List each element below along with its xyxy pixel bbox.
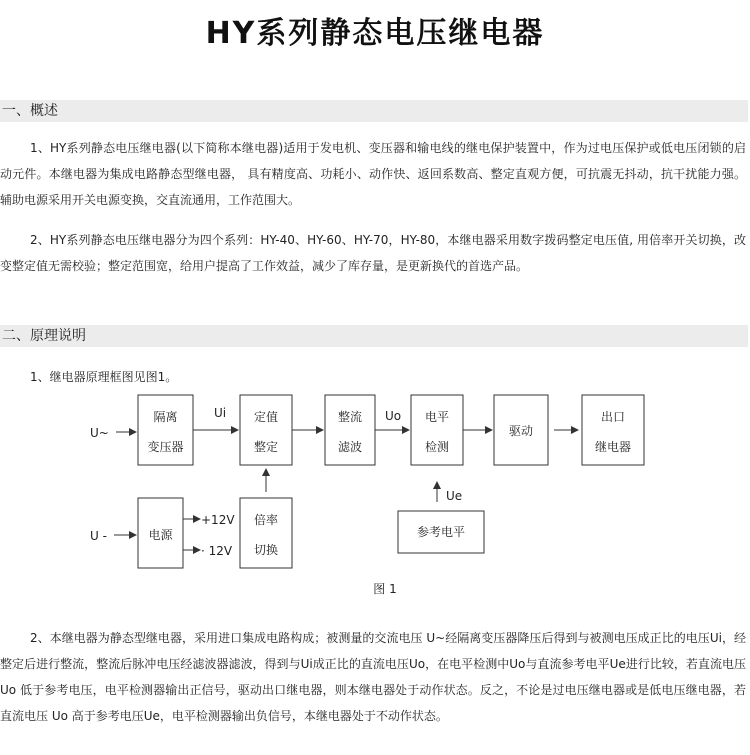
figure-caption: 图 1 xyxy=(373,582,397,596)
ratio-switch-block xyxy=(240,498,292,568)
rectify-filter-block xyxy=(325,395,375,465)
ui-label: Ui xyxy=(214,406,227,420)
section-heading-overview: 一、概述 xyxy=(0,100,748,122)
level-detect-block xyxy=(411,395,463,465)
reference-block-label: 参考电平 xyxy=(416,525,466,539)
rectify-block-line1: 整流 xyxy=(337,410,363,424)
isolation-block-line2: 变压器 xyxy=(147,440,184,454)
rectify-block-line2: 滤波 xyxy=(337,440,363,454)
overview-paragraph-2: 2、HY系列静态电压继电器分为四个系列：HY-40、HY-60、HY-70，HY-80，本继电器采用数字拨码整定电压值, 用倍率开关切换，改变整定值无需校验；整定范围宽，给用户提高了工作效益，减少了库存量，是更新换代的首选产品。 xyxy=(0,233,746,273)
overview-paragraph-1: 1、HY系列静态电压继电器(以下简称本继电器)适用于发电机、变压器和输电线的继电保护装置中，作为过电压保护或低电压闭锁的启动元件。本继电器为集成电路静态型继电器， 具有精度高、功耗小、动作快、返回系数高、整定直观方便，可抗震无抖动，抗干扰能力强。辅助电源采用开关电源变换，交直流通用，工作范围大。 xyxy=(0,141,746,207)
output-relay-block xyxy=(582,395,644,465)
setting-block-line2: 整定 xyxy=(253,440,279,454)
isolation-transformer-block xyxy=(138,395,193,465)
isolation-block-line1: 隔离 xyxy=(153,410,178,424)
power-block-label: 电源 xyxy=(148,528,173,542)
output-block-line1: 出口 xyxy=(600,410,626,424)
page-title: HY系列静态电压继电器 xyxy=(205,16,545,51)
input-ac-label: U~ xyxy=(90,426,109,440)
reference-level-block xyxy=(398,511,484,553)
block-diagram xyxy=(0,385,750,600)
input-dc-label: U - xyxy=(90,529,107,543)
level-block-line2: 检测 xyxy=(424,440,450,454)
section-heading-principle: 二、原理说明 xyxy=(0,325,748,347)
power-supply-block xyxy=(138,498,183,568)
output-block-line2: 继电器 xyxy=(594,440,632,454)
drive-block-label: 驱动 xyxy=(508,424,534,438)
drive-block xyxy=(494,395,548,465)
plus12v-label: +12V xyxy=(201,513,235,527)
uo-label: Uo xyxy=(385,409,402,423)
setting-block xyxy=(240,395,292,465)
minus12v-label: · 12V xyxy=(201,544,233,558)
ratio-block-line1: 倍率 xyxy=(253,513,279,527)
setting-block-line1: 定值 xyxy=(253,410,279,424)
principle-paragraph-2: 2、本继电器为静态型继电器，采用进口集成电路构成；被测量的交流电压 U~经隔离变压器降压后得到与被测电压成正比的电压Ui，经整定后进行整流，整流后脉冲电压经滤波器滤波，得到与Ui成正比的直流电压Uo，在电平检测中Uo与直流参考电平Ue进行比较，若直流电压 Uo 低于参考电压，电平检测器输出正信号，驱动出口继电器，则本继电器处于动作状态。反之，不论是过电压继电器或是低电压继电器，若直流电压 Uo 高于参考电压Ue，电平检测器输出负信号，本继电器处于不动作状态。 xyxy=(0,631,746,723)
level-block-line1: 电平 xyxy=(424,410,450,424)
figure-intro: 1、继电器原理框图见图1。 xyxy=(30,370,178,384)
ue-label: Ue xyxy=(446,489,463,503)
ratio-block-line2: 切换 xyxy=(253,543,279,557)
